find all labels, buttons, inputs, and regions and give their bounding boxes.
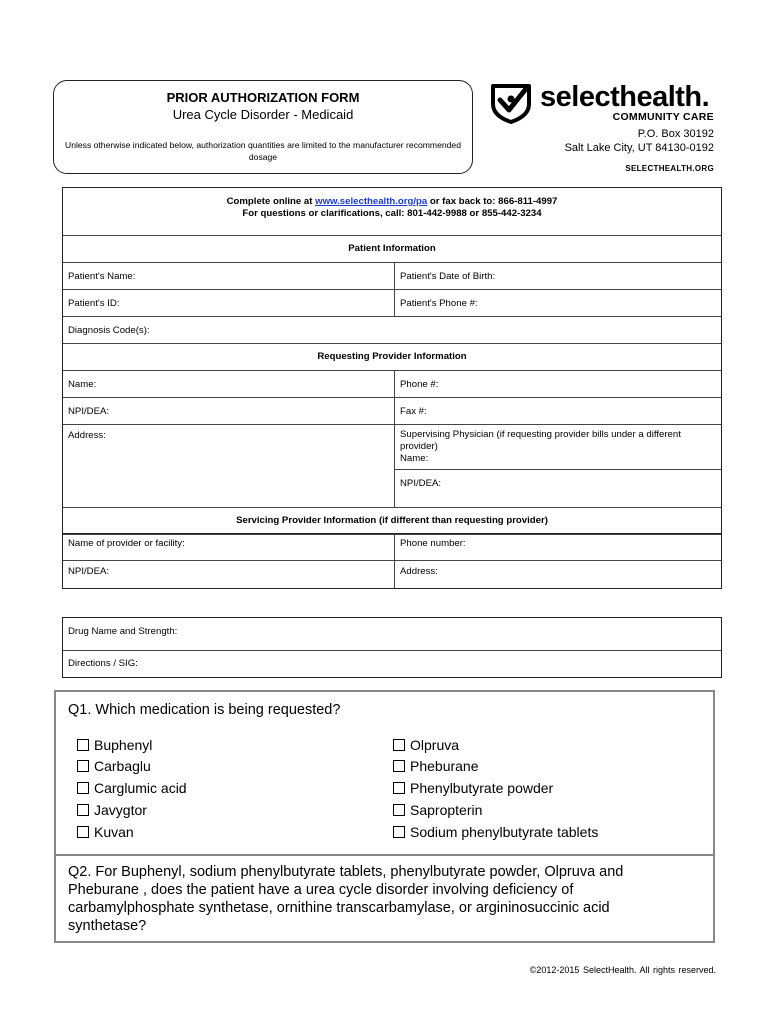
questions-box [54, 690, 715, 943]
servicing-table [62, 534, 722, 589]
patient-phone-field[interactable]: Patient's Phone #: [394, 290, 721, 316]
selecthealth-logo-block [488, 80, 728, 180]
servicing-name-field[interactable]: Name of provider or facility: [68, 538, 185, 549]
option-phenylbutyrate-powder[interactable]: Phenylbutyrate powder [393, 779, 553, 797]
directions-field[interactable]: Directions / SIG: [68, 658, 138, 669]
drug-row [63, 618, 721, 651]
question-divider [56, 854, 713, 856]
shield-check-icon [489, 82, 533, 124]
contact-line-2: For questions or clarifications, call: 801-442-9988 or 855-442-3234 [242, 208, 542, 219]
supervising-npi-field[interactable]: NPI/DEA: [400, 478, 442, 489]
option-olpruva[interactable]: Olpruva [393, 736, 459, 754]
community-care-label: COMMUNITY CARE [612, 111, 714, 123]
option-carglumic-acid[interactable]: Carglumic acid [77, 779, 187, 797]
requesting-section-header: Requesting Provider Information [63, 344, 721, 371]
checkbox[interactable] [393, 804, 405, 816]
checkbox[interactable] [393, 782, 405, 794]
supervising-name-field[interactable]: Name: [395, 453, 721, 470]
contact-line-1: Complete online at www.selecthealth.org/pa or fax back to: 866-811-4997 [226, 196, 558, 207]
checkbox[interactable] [77, 739, 89, 751]
option-carbaglu[interactable]: Carbaglu [77, 757, 151, 775]
drug-table [62, 617, 722, 678]
checkbox[interactable] [393, 739, 405, 751]
pa-website-link[interactable]: www.selecthealth.org/pa [315, 196, 428, 207]
requesting-row-1 [63, 371, 721, 398]
requesting-row-2 [63, 398, 721, 425]
checkbox[interactable] [77, 826, 89, 838]
patient-row-1 [63, 263, 721, 290]
form-title: PRIOR AUTHORIZATION FORM [166, 90, 360, 105]
form-subtitle: Urea Cycle Disorder - Medicaid [172, 107, 354, 122]
information-table [62, 187, 722, 534]
diagnosis-row [63, 317, 721, 344]
patient-name-field[interactable]: Patient's Name: [68, 271, 136, 282]
option-javygtor[interactable]: Javygtor [77, 801, 147, 819]
patient-row-2 [63, 290, 721, 317]
question-1: Q1. Which medication is being requested? [68, 702, 341, 718]
option-kuvan[interactable]: Kuvan [77, 823, 134, 841]
option-sodium-phenylbutyrate-tablets[interactable]: Sodium phenylbutyrate tablets [393, 823, 598, 841]
requesting-npi-field[interactable]: NPI/DEA: [68, 406, 110, 417]
requesting-fax-field[interactable]: Fax #: [394, 398, 721, 424]
patient-dob-field[interactable]: Patient's Date of Birth: [394, 263, 721, 289]
patient-section-header: Patient Information [63, 236, 721, 263]
checkbox[interactable] [393, 760, 405, 772]
brand-wordmark: selecthealth. [540, 81, 710, 113]
checkbox[interactable] [77, 782, 89, 794]
checkbox[interactable] [393, 826, 405, 838]
servicing-row-2 [63, 561, 721, 588]
servicing-row-1 [63, 534, 721, 561]
requesting-address-field[interactable]: Address: [68, 430, 106, 441]
option-sapropterin[interactable]: Sapropterin [393, 801, 482, 819]
servicing-phone-field[interactable]: Phone number: [394, 534, 721, 560]
checkbox[interactable] [77, 804, 89, 816]
option-pheburane[interactable]: Pheburane [393, 757, 479, 775]
form-header-box [53, 80, 473, 174]
directions-row [63, 651, 721, 678]
drug-name-field[interactable]: Drug Name and Strength: [68, 626, 178, 637]
dosage-note: Unless otherwise indicated below, authorization quantities are limited to the manufacturer recommended dosage [64, 140, 461, 162]
copyright-footer: ©2012-2015 SelectHealth. All rights reserved. [529, 965, 716, 975]
city-address: Salt Lake City, UT 84130-0192 [564, 142, 714, 154]
requesting-name-field[interactable]: Name: [68, 379, 97, 390]
option-buphenyl[interactable]: Buphenyl [77, 736, 152, 754]
servicing-npi-field[interactable]: NPI/DEA: [68, 566, 110, 577]
po-box: P.O. Box 30192 [637, 128, 714, 140]
supervising-physician-label: Supervising Physician (if requesting provider bills under a different provider) [400, 429, 681, 452]
question-2: Q2. For Buphenyl, sodium phenylbutyrate tablets, phenylbutyrate powder, Olpruva and Pheburane , does the patient have a urea cycle disorder involving deficiency of carbamylphosphate synthetase, ornithine transcarbamylase, or argininosuccinic acid synthetase? [68, 864, 624, 934]
contact-row [63, 188, 721, 236]
checkbox[interactable] [77, 760, 89, 772]
diagnosis-code-field[interactable]: Diagnosis Code(s): [68, 325, 150, 336]
patient-id-field[interactable]: Patient's ID: [68, 298, 120, 309]
servicing-address-field[interactable]: Address: [394, 561, 721, 588]
requesting-row-3 [63, 425, 721, 508]
servicing-section-header: Servicing Provider Information (if different than requesting provider) [63, 508, 721, 535]
requesting-phone-field[interactable]: Phone #: [394, 371, 721, 397]
website-label: SELECTHEALTH.ORG [625, 164, 714, 173]
